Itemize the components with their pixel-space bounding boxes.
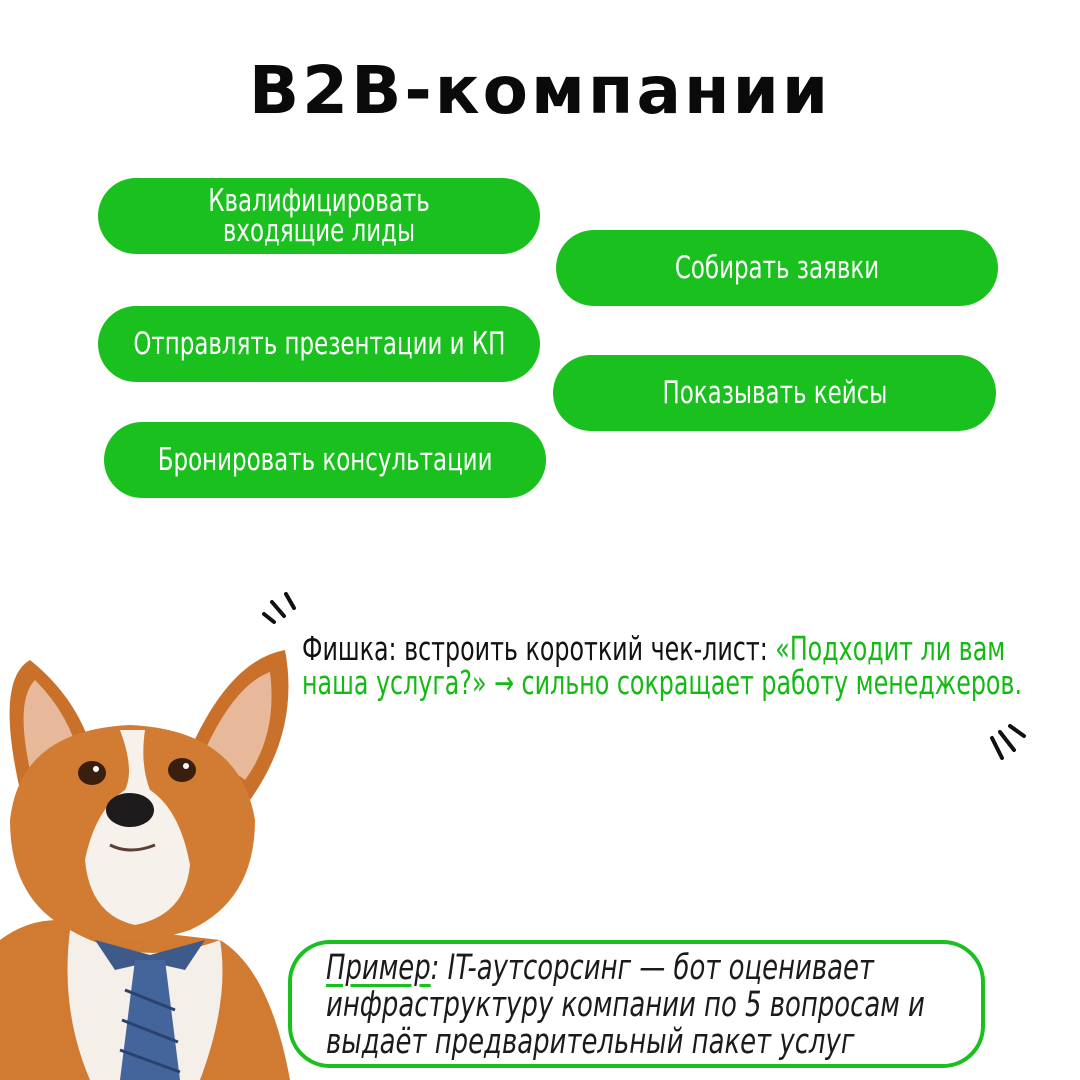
feature-pill-label: Показывать кейсы <box>662 375 887 411</box>
feature-pill-label: Отправлять презентации и КП <box>132 326 506 362</box>
feature-pill-label: Собирать заявки <box>674 250 880 286</box>
example-text <box>326 950 992 1061</box>
tip-prefix: Фишка: встроить короткий чек-лист: <box>302 629 776 668</box>
feature-pill-collect-requests <box>556 230 998 306</box>
feature-pill-label: Бронировать консультации <box>157 442 493 478</box>
sparkle-lines-icon <box>258 588 304 634</box>
feature-pill-book-consultations <box>104 422 546 498</box>
sparkle-lines-icon <box>984 720 1030 766</box>
tip-highlight: «Подходит ли вам наша услуга?» → сильно сокращает работу менеджеров. <box>302 629 1022 702</box>
tip-text <box>302 629 1051 702</box>
feature-pill-label: Квалифицировать входящие лиды <box>208 183 430 249</box>
feature-pill-show-cases <box>553 355 996 431</box>
corgi-with-tie-illustration <box>0 640 300 1080</box>
feature-pill-qualify-leads <box>98 178 540 254</box>
page-title: B2B-компании <box>248 52 832 129</box>
feature-pill-send-presentations <box>98 306 540 382</box>
example-label: Пример <box>326 948 431 988</box>
example-body: : IT-аутсорсинг — бот оценивает инфраструктуру компании по 5 вопросам и выдаёт предварительный пакет услуг <box>326 948 925 1062</box>
